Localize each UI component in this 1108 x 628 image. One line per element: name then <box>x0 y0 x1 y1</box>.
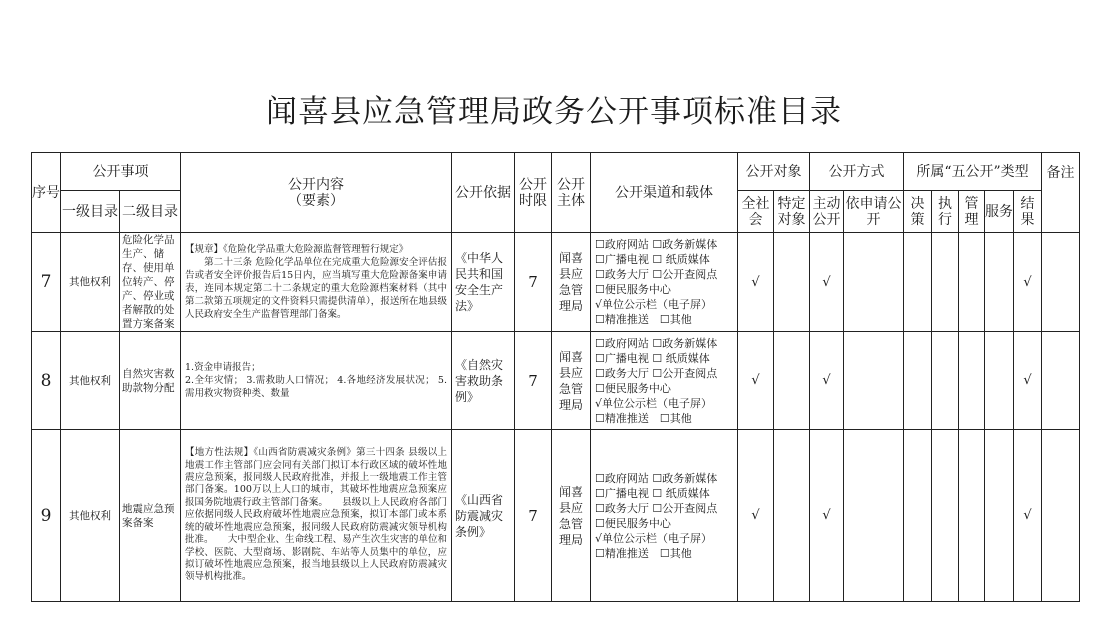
check-type-decide <box>904 332 932 430</box>
row-note <box>1042 430 1080 602</box>
row-level1: 其他权利 <box>61 430 120 602</box>
channel-line: √单位公示栏（电子屏） <box>595 298 713 311</box>
channel-line: ☐政府网站 ☐政务新媒体 <box>595 471 718 485</box>
header-matter: 公开事项 <box>61 153 181 191</box>
channel-line: ☐广播电视 ☐ 纸质媒体 <box>595 351 710 365</box>
row-note <box>1042 233 1080 332</box>
row-content: 【地方性法规】《山西省防震减灾条例》第三十四条 县级以上地震工作主管部门应会同有关部门拟订本行政区域的破坏性地震应急预案，报同级人民政府批准，并报上一级地震工作主管部门备案。100万以上人口的城市，其破坏性地震应急预案应报国务院地震行政主管部门备案。 县级以上人民政府各部门应依据同级人民政府破坏性地震应急预案，拟订本部门或本系统的破坏性地震应急预案，报同级人民政府防震减灾领导机构批准。 大中型企业、生命线工程、易产生次生灾害的单位和学校、医院、大型商场、影剧院、车站等人员集中的单位，应拟订破坏性地震应急预案，报当地县级以上人民政府防震减灾领导机构批准。 <box>181 430 452 602</box>
header-note: 备注 <box>1042 153 1080 233</box>
check-method-active: √ <box>810 430 844 602</box>
check-method-apply <box>844 332 904 430</box>
row-seq: 7 <box>32 233 61 332</box>
check-type-execute <box>932 430 959 602</box>
row-level1: 其他权利 <box>61 332 120 430</box>
header-type-execute: 执行 <box>932 191 959 233</box>
channel-line: ☐便民服务中心 <box>595 283 671 296</box>
header-type-decide: 决策 <box>904 191 932 233</box>
header-type-service: 服务 <box>985 191 1014 233</box>
row-basis: 《山西省防震减灾条例》 <box>452 430 515 602</box>
check-type-decide <box>904 430 932 602</box>
check-audience-specific <box>774 332 810 430</box>
check-type-result: √ <box>1014 430 1042 602</box>
row-period: 7 <box>515 233 552 332</box>
row-seq: 8 <box>32 332 61 430</box>
check-type-result: √ <box>1014 332 1042 430</box>
channel-line: ☐广播电视 ☐ 纸质媒体 <box>595 486 710 500</box>
channel-line: ☐精准推送 ☐其他 <box>595 313 692 326</box>
header-method: 公开方式 <box>810 153 904 191</box>
channel-line: ☐政务大厅 ☐公开查阅点 <box>595 366 718 380</box>
check-type-execute <box>932 332 959 430</box>
row-level1: 其他权利 <box>61 233 120 332</box>
row-period: 7 <box>515 430 552 602</box>
row-subject: 闻喜县应急管理局 <box>552 233 591 332</box>
row-basis: 《自然灾害救助条例》 <box>452 332 515 430</box>
check-audience-specific <box>774 430 810 602</box>
check-audience-all: √ <box>738 332 774 430</box>
row-channels <box>591 233 738 332</box>
row-basis: 《中华人民共和国安全生产法》 <box>452 233 515 332</box>
check-audience-all: √ <box>738 233 774 332</box>
channel-line: ☐政务大厅 ☐公开查阅点 <box>595 501 718 515</box>
check-method-active: √ <box>810 332 844 430</box>
check-type-manage <box>959 332 985 430</box>
header-content: 公开内容 （要素） <box>181 153 452 233</box>
row-subject: 闻喜县应急管理局 <box>552 430 591 602</box>
check-method-active: √ <box>810 233 844 332</box>
header-channel: 公开渠道和载体 <box>591 153 738 233</box>
check-audience-specific <box>774 233 810 332</box>
header-five-types: 所属“五公开”类型 <box>904 153 1042 191</box>
row-content: 1.资金申请报告； 2.全年灾情； 3.需救助人口情况； 4.各地经济发展状况； 5.需用救灾物资种类、数量 <box>181 332 452 430</box>
header-type-result: 结果 <box>1014 191 1042 233</box>
channel-line: ☐政务大厅 ☐公开查阅点 <box>595 268 718 281</box>
header-period: 公开时限 <box>515 153 552 233</box>
check-type-service <box>985 430 1014 602</box>
row-level2: 自然灾害救助款物分配 <box>120 332 181 430</box>
channel-line: ☐精准推送 ☐其他 <box>595 411 692 425</box>
check-type-service <box>985 233 1014 332</box>
table-row <box>32 430 1080 602</box>
check-method-apply <box>844 233 904 332</box>
row-level2: 危险化学品生产、储存、使用单位转产、停产、停业或者解散的处置方案备案 <box>120 233 181 332</box>
header-audience: 公开对象 <box>738 153 810 191</box>
header-method-active: 主动公开 <box>810 191 844 233</box>
channel-line: √单位公示栏（电子屏） <box>595 531 713 545</box>
row-subject: 闻喜县应急管理局 <box>552 332 591 430</box>
channel-line: ☐广播电视 ☐ 纸质媒体 <box>595 253 710 266</box>
header-method-apply: 依申请公开 <box>844 191 904 233</box>
row-channels <box>591 430 738 602</box>
check-type-service <box>985 332 1014 430</box>
header-type-manage: 管理 <box>959 191 985 233</box>
header-audience-all: 全社会 <box>738 191 774 233</box>
row-channels <box>591 332 738 430</box>
row-period: 7 <box>515 332 552 430</box>
header-level1: 一级目录 <box>61 191 120 233</box>
check-method-apply <box>844 430 904 602</box>
check-type-manage <box>959 430 985 602</box>
channel-line: ☐政府网站 ☐政务新媒体 <box>595 336 718 350</box>
header-subject: 公开主体 <box>552 153 591 233</box>
channel-line: √单位公示栏（电子屏） <box>595 396 713 410</box>
row-content: 【规章】《危险化学品重大危险源监督管理暂行规定》 第二十三条 危险化学品单位在完成重大危险源安全评估报告或者安全评价报告后15日内，应当填写重大危险源备案申请表，连同本规定第二十二条规定的重大危险源档案材料（其中第二款第五项规定的文件资料只需提供清单），报送所在地县级人民政府安全生产监督管理部门备案。 <box>181 233 452 332</box>
channel-line: ☐便民服务中心 <box>595 381 671 395</box>
header-audience-specific: 特定对象 <box>774 191 810 233</box>
header-basis: 公开依据 <box>452 153 515 233</box>
channel-line: ☐便民服务中心 <box>595 516 671 530</box>
page-title: 闻喜县应急管理局政务公开事项标准目录 <box>266 94 842 130</box>
header-seq: 序号 <box>32 153 61 233</box>
check-type-result: √ <box>1014 233 1042 332</box>
check-type-execute <box>932 233 959 332</box>
check-audience-all: √ <box>738 430 774 602</box>
check-type-decide <box>904 233 932 332</box>
table-row <box>32 233 1080 332</box>
header-level2: 二级目录 <box>120 191 181 233</box>
row-seq: 9 <box>32 430 61 602</box>
channel-line: ☐政府网站 ☐政务新媒体 <box>595 238 718 251</box>
row-note <box>1042 332 1080 430</box>
disclosure-table <box>31 152 1080 602</box>
table-row <box>32 332 1080 430</box>
check-type-manage <box>959 233 985 332</box>
channel-line: ☐精准推送 ☐其他 <box>595 546 692 560</box>
row-level2: 地震应急预案备案 <box>120 430 181 602</box>
